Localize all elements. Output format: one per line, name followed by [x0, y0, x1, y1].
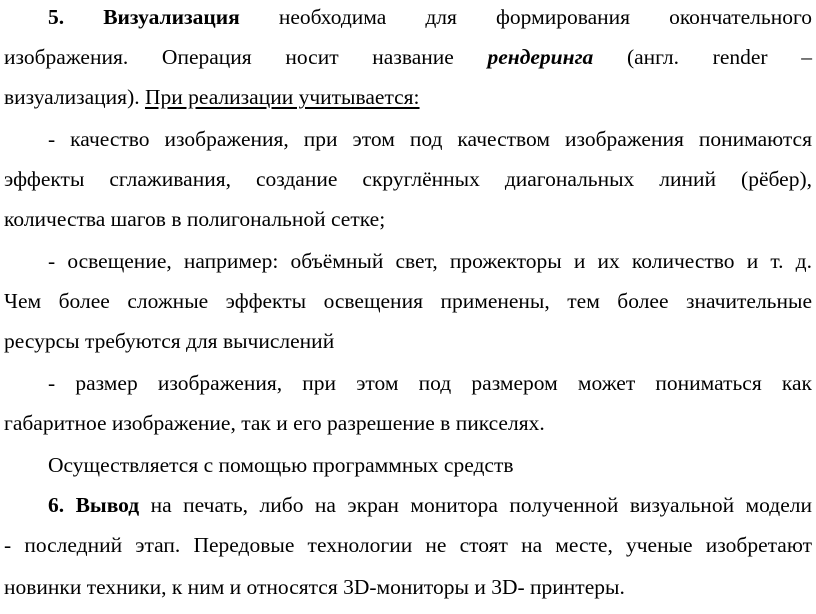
text-line-4 — [48, 124, 812, 154]
text-line-15 — [4, 572, 812, 602]
text-fragment: новинки техники, к ним и относятся 3D-мониторы и 3D- принтеры. — [4, 575, 625, 599]
text-line-13 — [48, 490, 812, 520]
list-item-quality: - качество изображения, при этом под качеством изображения понимаются — [48, 127, 812, 151]
text-line-9 — [4, 326, 812, 356]
text-fragment: количества шагов в полигональной сетке; — [4, 207, 386, 231]
text-line-2 — [4, 42, 812, 72]
list-item-lighting: - освещение, например: объёмный свет, прожекторы и их количество и т. д. — [48, 249, 812, 273]
text-fragment: эффекты сглаживания, создание скруглённых диагональных линий (рёбер), — [4, 167, 812, 191]
text-fragment: - последний этап. Передовые технологии не стоят на месте, ученые изобретают — [4, 533, 812, 557]
text-line-8 — [4, 286, 812, 316]
section-term-visualization: Визуализация — [103, 5, 240, 29]
text-fragment: визуализация). — [4, 85, 145, 109]
section-term-output: 6. Вывод — [48, 493, 140, 517]
text-line-3 — [4, 82, 812, 112]
list-item-size: - размер изображения, при этом под размером может пониматься как — [48, 371, 812, 395]
text-line-6 — [4, 204, 812, 234]
section-number: 5. — [48, 5, 104, 29]
text-fragment: Чем более сложные эффекты освещения применены, тем более значительные — [4, 289, 812, 313]
text-fragment: ресурсы требуются для вычислений — [4, 329, 335, 353]
text-line-1 — [48, 2, 812, 32]
text-line-7 — [48, 246, 812, 276]
text-fragment: изображения. Операция носит название — [4, 45, 488, 69]
text-line-14 — [4, 530, 812, 560]
text-fragment: (англ. render – — [593, 45, 812, 69]
text-line-5 — [4, 164, 812, 194]
text-fragment: габаритное изображение, так и его разрешение в пикселях. — [4, 411, 545, 435]
text-fragment: Осуществляется с помощью программных средств — [48, 453, 514, 477]
text-fragment: на печать, либо на экран монитора полученной визуальной модели — [139, 493, 812, 517]
underlined-heading: При реализации учитывается: — [144, 85, 420, 109]
text-line-12 — [48, 450, 812, 480]
text-line-10 — [48, 368, 812, 398]
text-fragment: необходима для формирования окончательного — [239, 5, 813, 29]
text-line-11 — [4, 408, 812, 438]
term-rendering: рендеринга — [487, 45, 594, 69]
